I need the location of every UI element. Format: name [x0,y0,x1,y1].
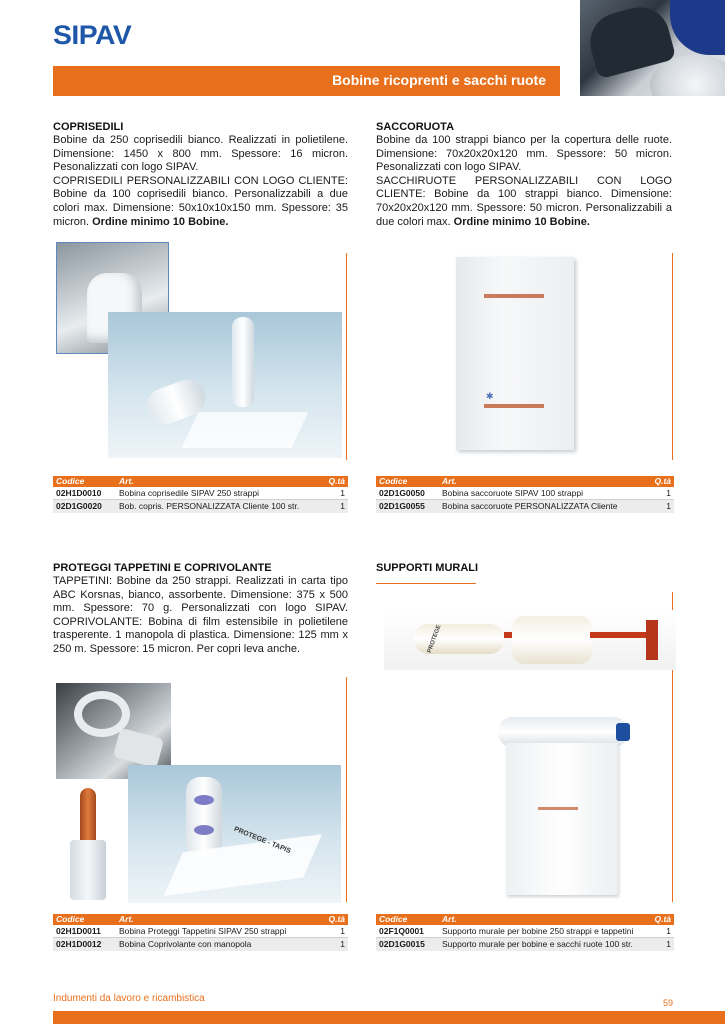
header-article: Art. [119,476,134,486]
strap-shape [670,0,725,55]
row-qty: 1 [340,501,345,511]
coprisedili-divider [346,253,347,460]
row-qty: 1 [340,488,345,498]
header-qty: Q.tà [328,914,345,924]
row-qty: 1 [666,926,671,936]
table-row [376,925,674,938]
protege-tapis-label: PROTEGE - TAPIS [232,825,292,856]
row-code: 02D1G0020 [56,501,102,511]
row-qty: 1 [340,939,345,949]
supporti-rule [376,583,476,584]
header-qty: Q.tà [654,476,671,486]
tappetini-text [53,575,348,657]
steering-film-roll-photo [68,788,108,904]
header-article: Art. [442,914,457,924]
table-row [53,487,348,500]
coprisedili-minimum-order: Ordine minimo 10 Bobine. [92,215,229,228]
header-code: Codice [379,914,408,924]
header-code: Codice [379,476,408,486]
header-code: Codice [56,914,85,924]
saccoruota-table [376,476,674,513]
double-wall-support-photo [384,610,676,670]
header-article: Art. [442,476,457,486]
row-qty: 1 [666,501,671,511]
footer-text: Indumenti da lavoro e ricambistica [53,993,205,1004]
coprisedili-title: COPRISEDILI [53,121,124,133]
page-number: 59 [663,998,674,1008]
header-qty: Q.tà [654,914,671,924]
row-article: Bob. copris. PERSONALIZZATA Cliente 100 str. [119,501,300,511]
supporti-title: SUPPORTI MURALI [376,562,479,574]
table-row [53,938,348,951]
saccoruota-paragraph-2: SACCHIRUOTE PERSONALIZZABILI CON LOGO CLIENTE: Bobine da 100 strappi bianco. Dimensione: 70x20x20x120 mm. Spessore: 50 micron. Personalizzabili a due colori max. [376,174,672,228]
table-header [376,914,674,925]
row-article: Bobina Proteggi Tappetini SIPAV 250 strappi [119,926,287,936]
saccoruota-paragraph-1: Bobine da 100 strappi bianco per la copertura delle ruote. Dimensione: 70x20x20x120 mm. Spessore: 50 micron. Pesonalizzati con logo SIPAV. [376,134,672,174]
row-article: Bobina Coprivolante con manopola [119,939,252,949]
coprisedili-text [53,134,348,229]
table-row [376,938,674,951]
table-header [376,476,674,487]
row-article: Bobina coprisedile SIPAV 250 strappi [119,488,260,498]
table-row [376,500,674,513]
table-row [53,500,348,513]
table-row [53,925,348,938]
row-code: 02D1G0015 [379,939,425,949]
tappetini-divider [346,677,347,902]
saccoruota-minimum-order: Ordine minimo 10 Bobine. [453,215,590,228]
footer-bar [53,1011,725,1024]
title-banner [53,66,560,96]
sipav-logo: SIPAV [53,20,132,50]
row-code: 02H1D0012 [56,939,102,949]
tappetini-paragraph: TAPPETINI: Bobine da 250 strappi. Realizzati in carta tipo ABC Korsnas, bianco, assorbente. Dimensione: 375 x 500 mm. Spessore: 70 g. Personalizzati con logo SIPAV. COPRIVOLANTE: Bobina di film estensibile in polietilene trasperente. 1 manopola di plastica. Dimensione: 125 mm x 250 m. Spessore: 15 micron. Per copri leva anche. [53,575,348,655]
row-article: Bobina saccoruote SIPAV 100 strappi [442,488,583,498]
row-code: 02D1G0055 [379,501,425,511]
saccoruota-text [376,134,672,229]
single-wall-support-photo [488,707,638,902]
saccoruota-divider [672,253,673,460]
coprisedili-table [53,476,348,513]
seat-cover-roll-photo [108,312,342,458]
row-article: Supporto murale per bobine 250 strappi e tappetini [442,926,634,936]
floor-mat-roll-photo [128,765,341,903]
table-row [376,487,674,500]
header-photo [580,0,725,96]
table-header [53,476,348,487]
header-qty: Q.tà [328,476,345,486]
protege-small-label: PROTEGE [426,624,443,654]
tappetini-table [53,914,348,951]
row-qty: 1 [340,926,345,936]
header-code: Codice [56,476,85,486]
supporti-table [376,914,674,951]
row-qty: 1 [666,488,671,498]
row-qty: 1 [666,939,671,949]
saccoruota-title: SACCORUOTA [376,121,455,133]
table-header [53,914,348,925]
banner-title: Bobine ricoprenti e sacchi ruote [332,72,546,88]
row-article: Bobina saccoruote PERSONALIZZATA Cliente [442,501,618,511]
row-code: 02D1G0050 [379,488,425,498]
row-code: 02H1D0010 [56,488,102,498]
row-code: 02H1D0011 [56,926,101,936]
tappetini-title: PROTEGGI TAPPETINI E COPRIVOLANTE [53,562,272,574]
header-article: Art. [119,914,134,924]
tire-bag-photo: ✱ [456,257,574,450]
coprisedili-paragraph-2: COPRISEDILI PERSONALIZZABILI CON LOGO CLIENTE: Bobine da 100 coprisedili bianco. Personalizzabili a due colori max. Dimensione: 50x10x10x150 mm. Spessore: 35 micron. [53,174,348,228]
row-code: 02F1Q0001 [379,926,424,936]
coprisedili-paragraph-1: Bobine da 250 coprisedili bianco. Realizzati in polietilene. Dimensione: 1450 x 800 mm. Spessore: 16 micron. Pesonalizzati con logo SIPAV. [53,134,348,174]
row-article: Supporto murale per bobine e sacchi ruote 100 str. [442,939,633,949]
